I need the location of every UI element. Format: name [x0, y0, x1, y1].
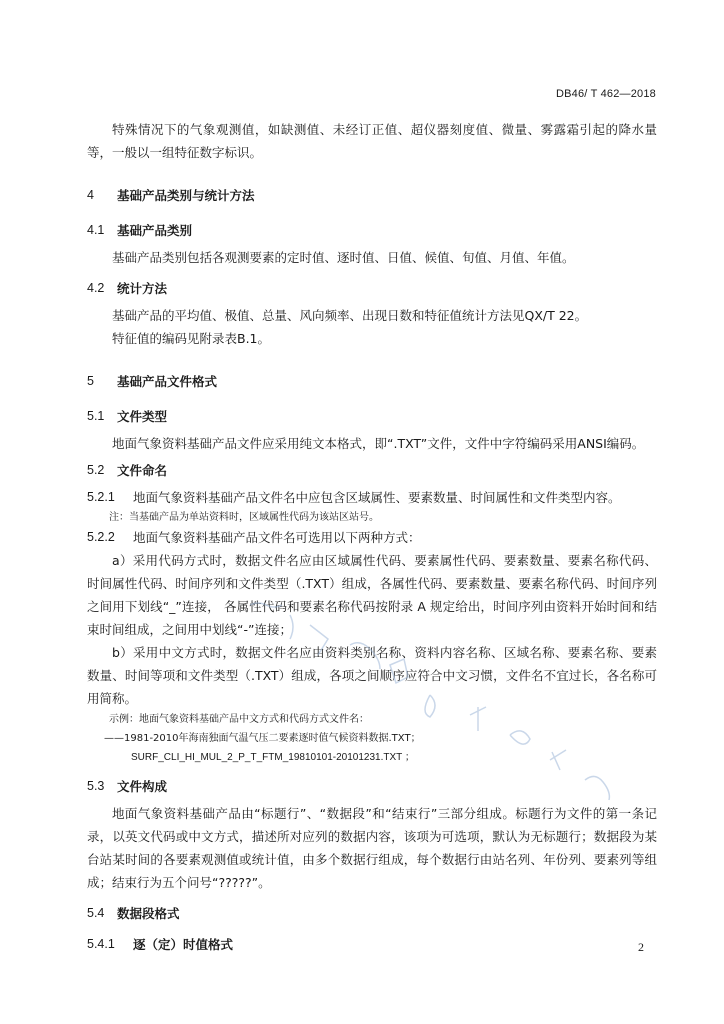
section-5-heading	[87, 370, 657, 393]
section-title: 基础产品文件格式	[117, 374, 218, 389]
example-title: 示例：地面气象资料基础产品中文方式和代码方式文件名：	[109, 714, 369, 725]
section-number: 4.2	[87, 281, 105, 295]
section-number: 4	[87, 188, 94, 202]
section-title: 数据段格式	[117, 906, 180, 921]
section-5-2-heading	[87, 459, 657, 482]
section-title: 基础产品类别与统计方法	[117, 188, 255, 203]
section-5-1-paragraph: 地面气象资料基础产品文件应采用纯文本格式，即“.TXT”文件，文件中字符编码采用ANSI编码。	[112, 436, 645, 451]
section-4-heading	[87, 184, 657, 207]
section-5-4-1-heading	[87, 933, 657, 956]
page-number: 2	[638, 940, 644, 954]
section-number: 5.4.1	[87, 937, 115, 951]
section-4-1-heading	[87, 219, 657, 242]
section-4-2-paragraph-1: 基础产品的平均值、极值、总量、风向频率、出现日数和特征值统计方法见QX/T 22。	[112, 308, 588, 323]
section-title: 统计方法	[117, 281, 168, 296]
section-number: 4.1	[87, 223, 105, 237]
section-5-3-paragraph: 地面气象资料基础产品由“标题行”、“数据段”和“结束行”三部分组成。标题行为文件的第一条记录，以英文代码或中文方式，描述所对应列的数据内容，该项为可选项，默认为无标题行；数据段为某台站某时间的各要素观测值或统计值，由多个数据行组成，每个数据行由站名列、年份列、要素列等组成；结束行为五个问号“?????”。	[87, 806, 657, 890]
note-5-2-1: 注：当基础产品为单站资料时，区域属性代码为该站区站号。	[109, 512, 379, 523]
section-title: 逐（定）时值格式	[133, 937, 234, 952]
section-number: 5.1	[87, 409, 105, 423]
section-number: 5.2	[87, 463, 105, 477]
section-5-1-heading	[87, 405, 657, 428]
example-line-chinese: ——1981-2010年海南独面气温气压二要素逐时值气候资料数据.TXT；	[104, 733, 421, 744]
section-number: 5	[87, 374, 94, 388]
document-body	[87, 118, 657, 956]
section-number: 5.4	[87, 906, 105, 920]
clause-text: 地面气象资料基础产品文件名可选用以下两种方式：	[133, 530, 421, 545]
clause-5-2-1	[87, 486, 657, 509]
clause-number: 5.2.1	[87, 490, 115, 504]
section-title: 文件命名	[117, 463, 168, 478]
clause-text: 地面气象资料基础产品文件名中应包含区域属性、要素数量、时间属性和文件类型内容。	[133, 490, 621, 505]
clause-number: 5.2.2	[87, 530, 115, 544]
clause-5-2-2	[87, 526, 657, 549]
section-4-2-paragraph-2: 特征值的编码见附录表B.1。	[112, 331, 271, 346]
section-title: 基础产品类别	[117, 223, 193, 238]
section-4-2-heading	[87, 277, 657, 300]
example-line-code: SURF_CLI_HI_MUL_2_P_T_FTM_19810101-20101231.TXT ；	[131, 752, 415, 763]
section-5-3-heading	[87, 775, 657, 798]
list-item-a: a）采用代码方式时，数据文件名应由区域属性代码、要素属性代码、要素数量、要素名称代码、 时间属性代码、时间序列和文件类型（.TXT）组成，各属性代码、要素数量、要素名称代码、时间序列之间用下划线“_”连接， 各属性代码和要素名称代码按附录 A 规定给出，时间序列由资料开始时间和结束时间组成，之间用中划线“-”连接；	[87, 553, 657, 637]
section-5-4-heading	[87, 902, 657, 925]
intro-paragraph: 特殊情况下的气象观测值，如缺测值、未经订正值、超仪器刻度值、微量、雾露霜引起的降水量等，一般以一组特征数字标识。	[87, 122, 657, 160]
section-title: 文件类型	[117, 409, 168, 424]
list-item-b: b）采用中文方式时，数据文件名应由资料类别名称、资料内容名称、区域名称、要素名称、要素数量、时间等项和文件类型（.TXT）组成，各项之间顺序应符合中文习惯，文件名不宜过长，各名称可用简称。	[87, 645, 657, 706]
standard-code: DB46/ T 462—2018	[555, 88, 656, 100]
section-number: 5.3	[87, 779, 105, 793]
section-title: 文件构成	[117, 779, 168, 794]
section-4-1-paragraph: 基础产品类别包括各观测要素的定时值、逐时值、日值、候值、旬值、月值、年值。	[112, 250, 575, 265]
